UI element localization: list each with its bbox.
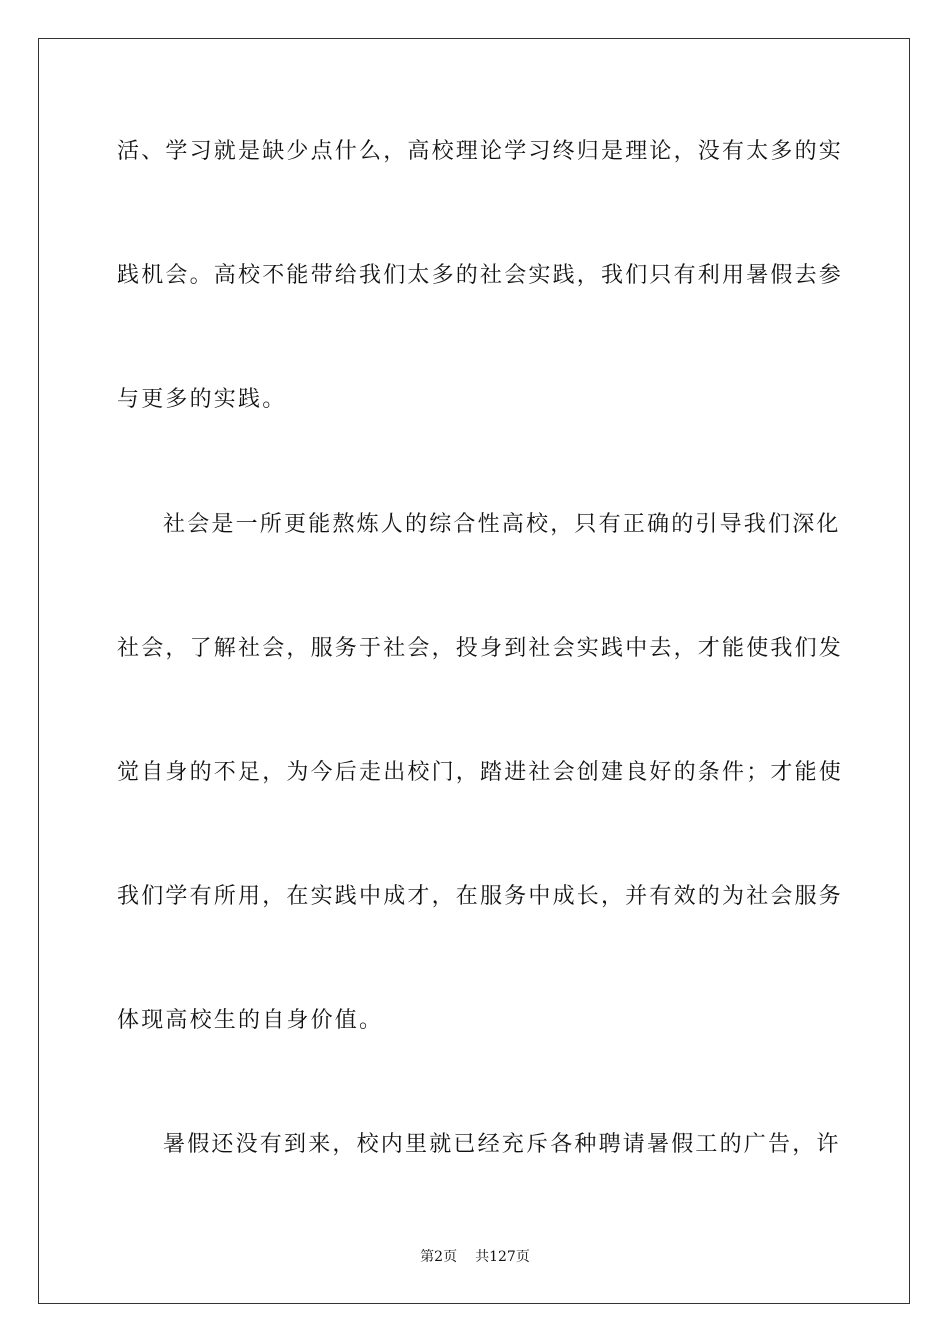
page-frame	[38, 38, 910, 1304]
body-text-line: 与更多的实践。	[117, 387, 287, 412]
page-total: 共127页	[475, 1249, 530, 1265]
body-text-line: 社会，了解社会，服务于社会，投身到社会实践中去，才能使我们发	[117, 636, 844, 661]
page-number: 第2页	[420, 1249, 458, 1265]
body-text-line: 觉自身的不足，为今后走出校门，踏进社会创建良好的条件；才能使	[117, 760, 844, 785]
body-text-line: 体现高校生的自身价值。	[117, 1008, 384, 1033]
body-text-line: 暑假还没有到来，校内里就已经充斥各种聘请暑假工的广告，许	[163, 1132, 841, 1157]
body-text-line: 社会是一所更能熬炼人的综合性高校，只有正确的引导我们深化	[163, 512, 841, 537]
body-text-line: 践机会。高校不能带给我们太多的社会实践，我们只有利用暑假去参	[117, 263, 844, 288]
body-text-line: 活、学习就是缺少点什么，高校理论学习终归是理论，没有太多的实	[117, 139, 844, 164]
body-text-line: 我们学有所用，在实践中成才，在服务中成长，并有效的为社会服务	[117, 884, 844, 909]
page-footer	[0, 1248, 950, 1266]
